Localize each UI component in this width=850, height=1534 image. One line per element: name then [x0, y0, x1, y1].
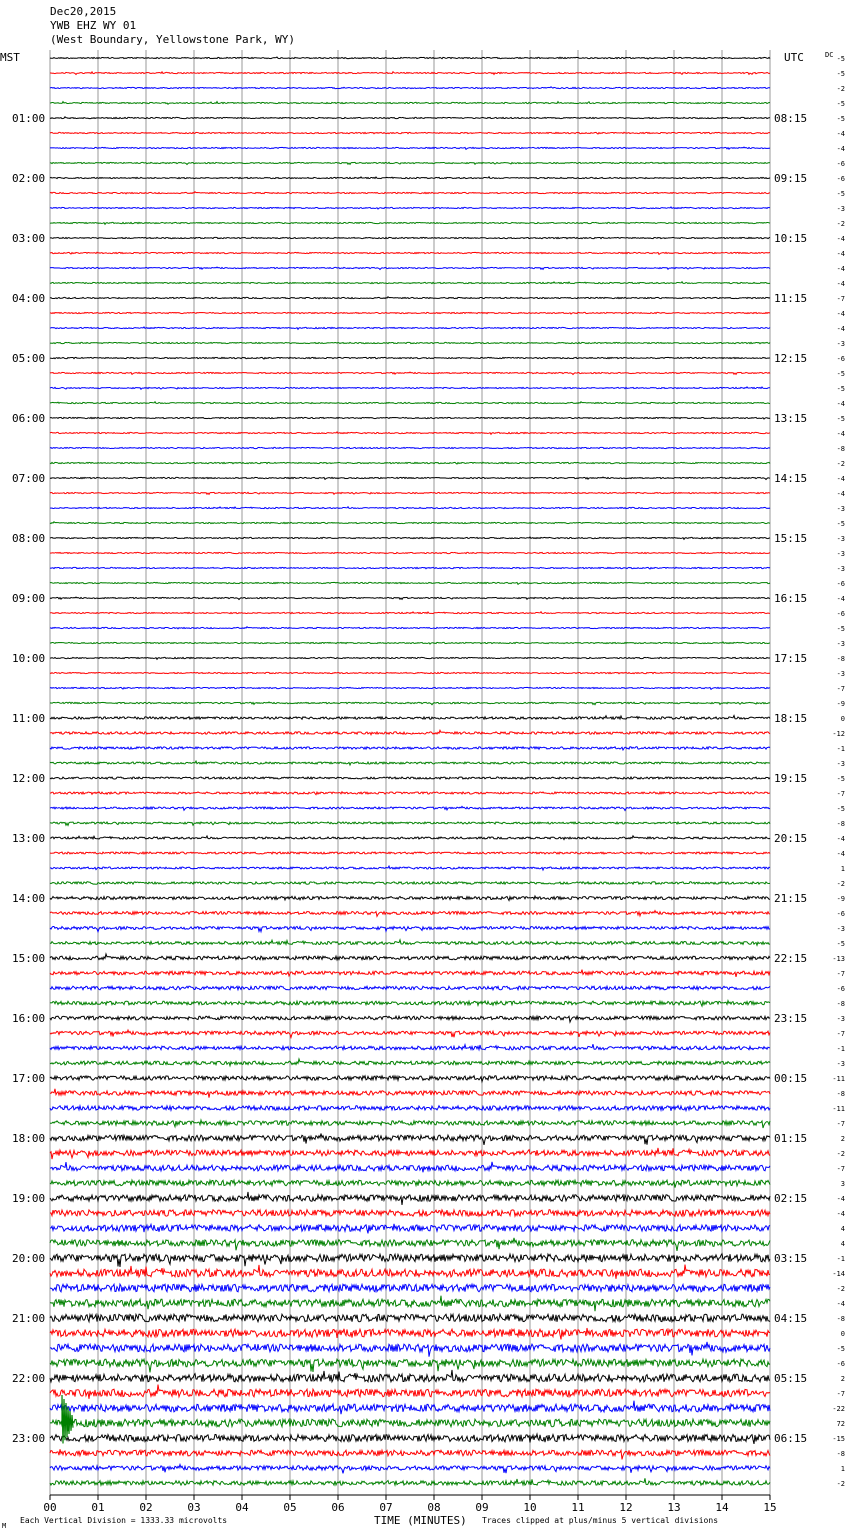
dc-offset: -2 — [836, 85, 845, 93]
trace — [50, 627, 770, 629]
trace — [50, 327, 770, 329]
x-tick-label: 09 — [475, 1501, 489, 1514]
dc-offset: -3 — [836, 1060, 845, 1068]
trace — [50, 1296, 770, 1312]
x-tick-label: 05 — [283, 1501, 297, 1514]
trace — [50, 1434, 770, 1444]
trace — [50, 492, 770, 494]
left-hour-label: 15:00 — [12, 952, 46, 965]
trace — [50, 747, 770, 750]
right-hour-label: 23:15 — [774, 1012, 808, 1025]
dc-offset: -7 — [836, 685, 845, 693]
right-hour-label: 22:15 — [774, 952, 808, 965]
trace — [50, 1385, 770, 1399]
trace — [50, 597, 770, 600]
dc-offset: -3 — [836, 1015, 845, 1023]
trace — [50, 716, 770, 720]
left-hour-label: 21:00 — [12, 1312, 46, 1325]
corner-mark: M — [2, 1522, 7, 1530]
trace — [50, 342, 770, 344]
dc-offset: -1 — [836, 1255, 845, 1263]
dc-offset: -4 — [836, 1195, 845, 1203]
dc-offset: -3 — [836, 760, 845, 768]
trace — [50, 1238, 770, 1251]
dc-offset: -22 — [832, 1405, 845, 1413]
trace — [50, 1328, 770, 1339]
trace — [50, 1478, 770, 1485]
x-tick-label: 11 — [571, 1501, 585, 1514]
left-hour-label: 04:00 — [12, 292, 46, 305]
dc-offset: -4 — [836, 250, 845, 258]
dc-offset: -5 — [836, 190, 845, 198]
dc-offset: -3 — [836, 340, 845, 348]
trace — [50, 1224, 770, 1234]
trace — [50, 567, 770, 569]
dc-offset: -4 — [836, 835, 845, 843]
trace — [50, 822, 770, 826]
right-hour-label: 17:15 — [774, 652, 808, 665]
dc-offset: -8 — [836, 1450, 845, 1458]
dc-offset: -2 — [836, 220, 845, 228]
right-hour-label: 01:15 — [774, 1132, 808, 1145]
dc-offset: -2 — [836, 460, 845, 468]
left-hour-label: 07:00 — [12, 472, 46, 485]
station-label: YWB EHZ WY 01 — [50, 19, 137, 32]
right-hour-label: 03:15 — [774, 1252, 808, 1265]
right-hour-label: 05:15 — [774, 1372, 808, 1385]
trace — [50, 1059, 770, 1066]
x-tick-label: 03 — [187, 1501, 201, 1514]
utc-label: UTC — [784, 51, 804, 64]
right-hour-label: 10:15 — [774, 232, 808, 245]
trace — [50, 132, 770, 134]
trace — [50, 477, 770, 480]
right-hour-label: 12:15 — [774, 352, 808, 365]
trace — [50, 1284, 770, 1292]
right-hour-label: 15:15 — [774, 532, 808, 545]
trace — [50, 117, 770, 119]
trace — [50, 1254, 770, 1267]
dc-offset: -7 — [836, 295, 845, 303]
dc-offset: -4 — [836, 475, 845, 483]
trace — [50, 896, 770, 901]
dc-offset: -4 — [836, 145, 845, 153]
trace — [50, 1016, 770, 1022]
trace — [50, 687, 770, 689]
dc-offset: 4 — [840, 1225, 845, 1233]
trace — [50, 1419, 770, 1431]
left-hour-label: 09:00 — [12, 592, 46, 605]
dc-offset: -3 — [836, 925, 845, 933]
x-tick-label: 00 — [43, 1501, 57, 1514]
trace — [50, 462, 770, 464]
dc-offset: 1 — [840, 865, 845, 873]
clip-note: Traces clipped at plus/minus 5 vertical divisions — [482, 1516, 719, 1525]
trace — [50, 761, 770, 765]
dc-offset: -5 — [836, 520, 845, 528]
dc-offset: -7 — [836, 1030, 845, 1038]
axis-title: TIME (MINUTES) — [374, 1514, 467, 1527]
dc-offset: -6 — [836, 1360, 845, 1368]
dc-offset: -8 — [836, 820, 845, 828]
dc-offset: 3 — [840, 1180, 845, 1188]
trace — [50, 432, 770, 434]
left-hour-label: 12:00 — [12, 772, 46, 785]
dc-offset: -7 — [836, 790, 845, 798]
x-tick-label: 13 — [667, 1501, 681, 1514]
trace — [50, 162, 770, 164]
left-hour-label: 03:00 — [12, 232, 46, 245]
dc-offset: -12 — [832, 730, 845, 738]
right-hour-label: 00:15 — [774, 1072, 808, 1085]
dc-offset: -2 — [836, 1285, 845, 1293]
left-hour-label: 08:00 — [12, 532, 46, 545]
trace — [50, 927, 770, 932]
trace — [50, 1106, 770, 1111]
scale-note: Each Vertical Division = 1333.33 microvolts — [20, 1516, 228, 1525]
trace — [50, 1449, 770, 1459]
dc-offset: -4 — [836, 595, 845, 603]
trace — [50, 1401, 770, 1415]
trace — [50, 417, 770, 419]
dc-offset-labels — [832, 55, 845, 1488]
trace — [50, 806, 770, 810]
dc-offset: 72 — [836, 1420, 845, 1428]
dc-offset: -6 — [836, 160, 845, 168]
trace — [50, 1162, 770, 1173]
dc-offset: -8 — [836, 655, 845, 663]
trace — [50, 792, 770, 795]
dc-offset: 1 — [840, 1465, 845, 1473]
left-hour-label: 16:00 — [12, 1012, 46, 1025]
dc-offset: -2 — [836, 880, 845, 888]
trace — [50, 102, 770, 105]
trace — [50, 1030, 770, 1037]
trace — [50, 447, 770, 448]
right-hour-label: 04:15 — [774, 1312, 808, 1325]
time-grid — [50, 50, 770, 1495]
location-label: (West Boundary, Yellowstone Park, WY) — [50, 33, 296, 46]
trace — [50, 72, 770, 75]
dc-offset: -8 — [836, 1090, 845, 1098]
dc-offset: -7 — [836, 1120, 845, 1128]
left-hour-label: 01:00 — [12, 112, 46, 125]
trace — [50, 537, 770, 539]
left-hour-label: 20:00 — [12, 1252, 46, 1265]
trace — [50, 1134, 770, 1145]
dc-offset: -8 — [836, 445, 845, 453]
trace — [50, 507, 770, 509]
trace — [50, 222, 770, 224]
trace — [50, 970, 770, 977]
trace — [50, 297, 770, 299]
trace — [50, 1148, 770, 1159]
dc-offset: 2 — [840, 1375, 845, 1383]
trace — [50, 582, 770, 584]
left-hour-label: 02:00 — [12, 172, 46, 185]
seismic-traces — [50, 57, 770, 1485]
event-burst — [62, 1395, 73, 1443]
trace — [50, 252, 770, 254]
left-hour-label: 23:00 — [12, 1432, 46, 1445]
right-hour-label: 11:15 — [774, 292, 808, 305]
dc-offset: -5 — [836, 55, 845, 63]
trace — [50, 57, 770, 59]
trace — [50, 1192, 770, 1205]
trace — [50, 387, 770, 389]
dc-offset: 4 — [840, 1240, 845, 1248]
dc-offset: -6 — [836, 580, 845, 588]
trace — [50, 730, 770, 735]
trace — [50, 207, 770, 209]
right-hour-label: 06:15 — [774, 1432, 808, 1445]
trace — [50, 237, 770, 239]
trace — [50, 1314, 770, 1322]
dc-offset: -9 — [836, 700, 845, 708]
trace — [50, 672, 770, 674]
trace — [50, 1465, 770, 1474]
trace — [50, 1342, 770, 1357]
trace — [50, 642, 770, 644]
left-hour-label: 14:00 — [12, 892, 46, 905]
left-hour-label: 11:00 — [12, 712, 46, 725]
dc-offset: -6 — [836, 610, 845, 618]
trace — [50, 372, 770, 375]
dc-offset: -3 — [836, 550, 845, 558]
dc-offset: -11 — [832, 1105, 845, 1113]
dc-offset: -5 — [836, 805, 845, 813]
right-hour-label: 09:15 — [774, 172, 808, 185]
dc-offset: -6 — [836, 355, 845, 363]
x-tick-label: 01 — [91, 1501, 105, 1514]
trace — [50, 87, 770, 89]
dc-offset: -5 — [836, 370, 845, 378]
dc-offset: -5 — [836, 385, 845, 393]
dc-offset: -4 — [836, 280, 845, 288]
left-hour-label: 17:00 — [12, 1072, 46, 1085]
dc-offset: -3 — [836, 535, 845, 543]
trace — [50, 1120, 770, 1128]
right-hour-label: 19:15 — [774, 772, 808, 785]
x-tick-label: 12 — [619, 1501, 633, 1514]
trace — [50, 1044, 770, 1050]
dc-offset: -2 — [836, 1150, 845, 1158]
dc-offset: -3 — [836, 565, 845, 573]
x-tick-label: 04 — [235, 1501, 249, 1514]
x-tick-label: 06 — [331, 1501, 345, 1514]
x-tick-label: 02 — [139, 1501, 153, 1514]
right-hour-label: 14:15 — [774, 472, 808, 485]
dc-offset: -5 — [836, 775, 845, 783]
dc-offset: 0 — [840, 1330, 845, 1338]
dc-offset: -2 — [836, 1480, 845, 1488]
trace — [50, 836, 770, 840]
dc-offset: -1 — [836, 745, 845, 753]
trace — [50, 882, 770, 884]
trace — [50, 522, 770, 524]
dc-offset: -5 — [836, 70, 845, 78]
trace — [50, 777, 770, 779]
dc-offset: -6 — [836, 985, 845, 993]
dc-offset: -3 — [836, 505, 845, 513]
x-tick-label: 15 — [763, 1501, 777, 1514]
trace — [50, 1265, 770, 1279]
dc-offset: -4 — [836, 400, 845, 408]
right-hour-label: 13:15 — [774, 412, 808, 425]
trace — [50, 702, 770, 705]
trace — [50, 1180, 770, 1187]
dc-offset: -4 — [836, 490, 845, 498]
dc-offset: -4 — [836, 325, 845, 333]
trace — [50, 1370, 770, 1382]
time-axis — [43, 1495, 776, 1514]
dc-offset: -4 — [836, 1210, 845, 1218]
trace — [50, 940, 770, 946]
trace — [50, 552, 770, 553]
trace — [50, 986, 770, 990]
date-label: Dec20,2015 — [50, 5, 117, 18]
dc-offset: -5 — [836, 100, 845, 108]
dc-offset: -13 — [832, 955, 845, 963]
trace — [50, 1359, 770, 1372]
right-hour-label: 20:15 — [774, 832, 808, 845]
trace — [50, 282, 770, 284]
dc-offset: -15 — [832, 1435, 845, 1443]
dc-offset: -1 — [836, 1045, 845, 1053]
dc-offset: -7 — [836, 970, 845, 978]
dc-offset: -4 — [836, 850, 845, 858]
right-hour-label: 02:15 — [774, 1192, 808, 1205]
right-hour-label: 16:15 — [774, 592, 808, 605]
left-hour-label: 13:00 — [12, 832, 46, 845]
dc-offset: -7 — [836, 1165, 845, 1173]
x-tick-label: 14 — [715, 1501, 729, 1514]
dc-offset: -11 — [832, 1075, 845, 1083]
dc-offset: -5 — [836, 1345, 845, 1353]
trace — [50, 612, 770, 614]
dc-label: DC — [825, 51, 834, 59]
trace — [50, 1001, 770, 1007]
trace — [50, 312, 770, 314]
mst-label: MST — [0, 51, 20, 64]
trace — [50, 177, 770, 179]
trace — [50, 357, 770, 359]
x-tick-label: 08 — [427, 1501, 441, 1514]
trace — [50, 1089, 770, 1098]
dc-offset: -5 — [836, 115, 845, 123]
dc-offset: -5 — [836, 415, 845, 423]
trace — [50, 866, 770, 870]
trace — [50, 911, 770, 917]
dc-offset: -3 — [836, 205, 845, 213]
dc-offset: -7 — [836, 1390, 845, 1398]
dc-offset: -3 — [836, 670, 845, 678]
dc-offset: -9 — [836, 895, 845, 903]
dc-offset: -4 — [836, 265, 845, 273]
left-hour-label: 06:00 — [12, 412, 46, 425]
left-hour-label: 22:00 — [12, 1372, 46, 1385]
dc-offset: 2 — [840, 1135, 845, 1143]
dc-offset: -4 — [836, 310, 845, 318]
trace — [50, 954, 770, 960]
trace — [50, 852, 770, 854]
dc-offset: -4 — [836, 430, 845, 438]
dc-offset: -14 — [832, 1270, 845, 1278]
trace — [50, 402, 770, 404]
trace — [50, 192, 770, 194]
x-tick-label: 07 — [379, 1501, 393, 1514]
dc-offset: -5 — [836, 940, 845, 948]
dc-offset: -4 — [836, 130, 845, 138]
left-hour-label: 10:00 — [12, 652, 46, 665]
x-tick-label: 10 — [523, 1501, 537, 1514]
dc-offset: -4 — [836, 1300, 845, 1308]
dc-offset: 0 — [840, 715, 845, 723]
left-hour-label: 19:00 — [12, 1192, 46, 1205]
right-hour-label: 21:15 — [774, 892, 808, 905]
dc-offset: -5 — [836, 625, 845, 633]
trace — [50, 1076, 770, 1082]
dc-offset: -8 — [836, 1000, 845, 1008]
dc-offset: -8 — [836, 1315, 845, 1323]
dc-offset: -4 — [836, 235, 845, 243]
trace — [50, 147, 770, 149]
dc-offset: -6 — [836, 910, 845, 918]
trace — [50, 1210, 770, 1216]
dc-offset: -3 — [836, 640, 845, 648]
right-hour-label: 08:15 — [774, 112, 808, 125]
trace — [50, 267, 770, 270]
dc-offset: -6 — [836, 175, 845, 183]
trace — [50, 657, 770, 659]
right-hour-label: 18:15 — [774, 712, 808, 725]
left-hour-label: 18:00 — [12, 1132, 46, 1145]
left-hour-label: 05:00 — [12, 352, 46, 365]
